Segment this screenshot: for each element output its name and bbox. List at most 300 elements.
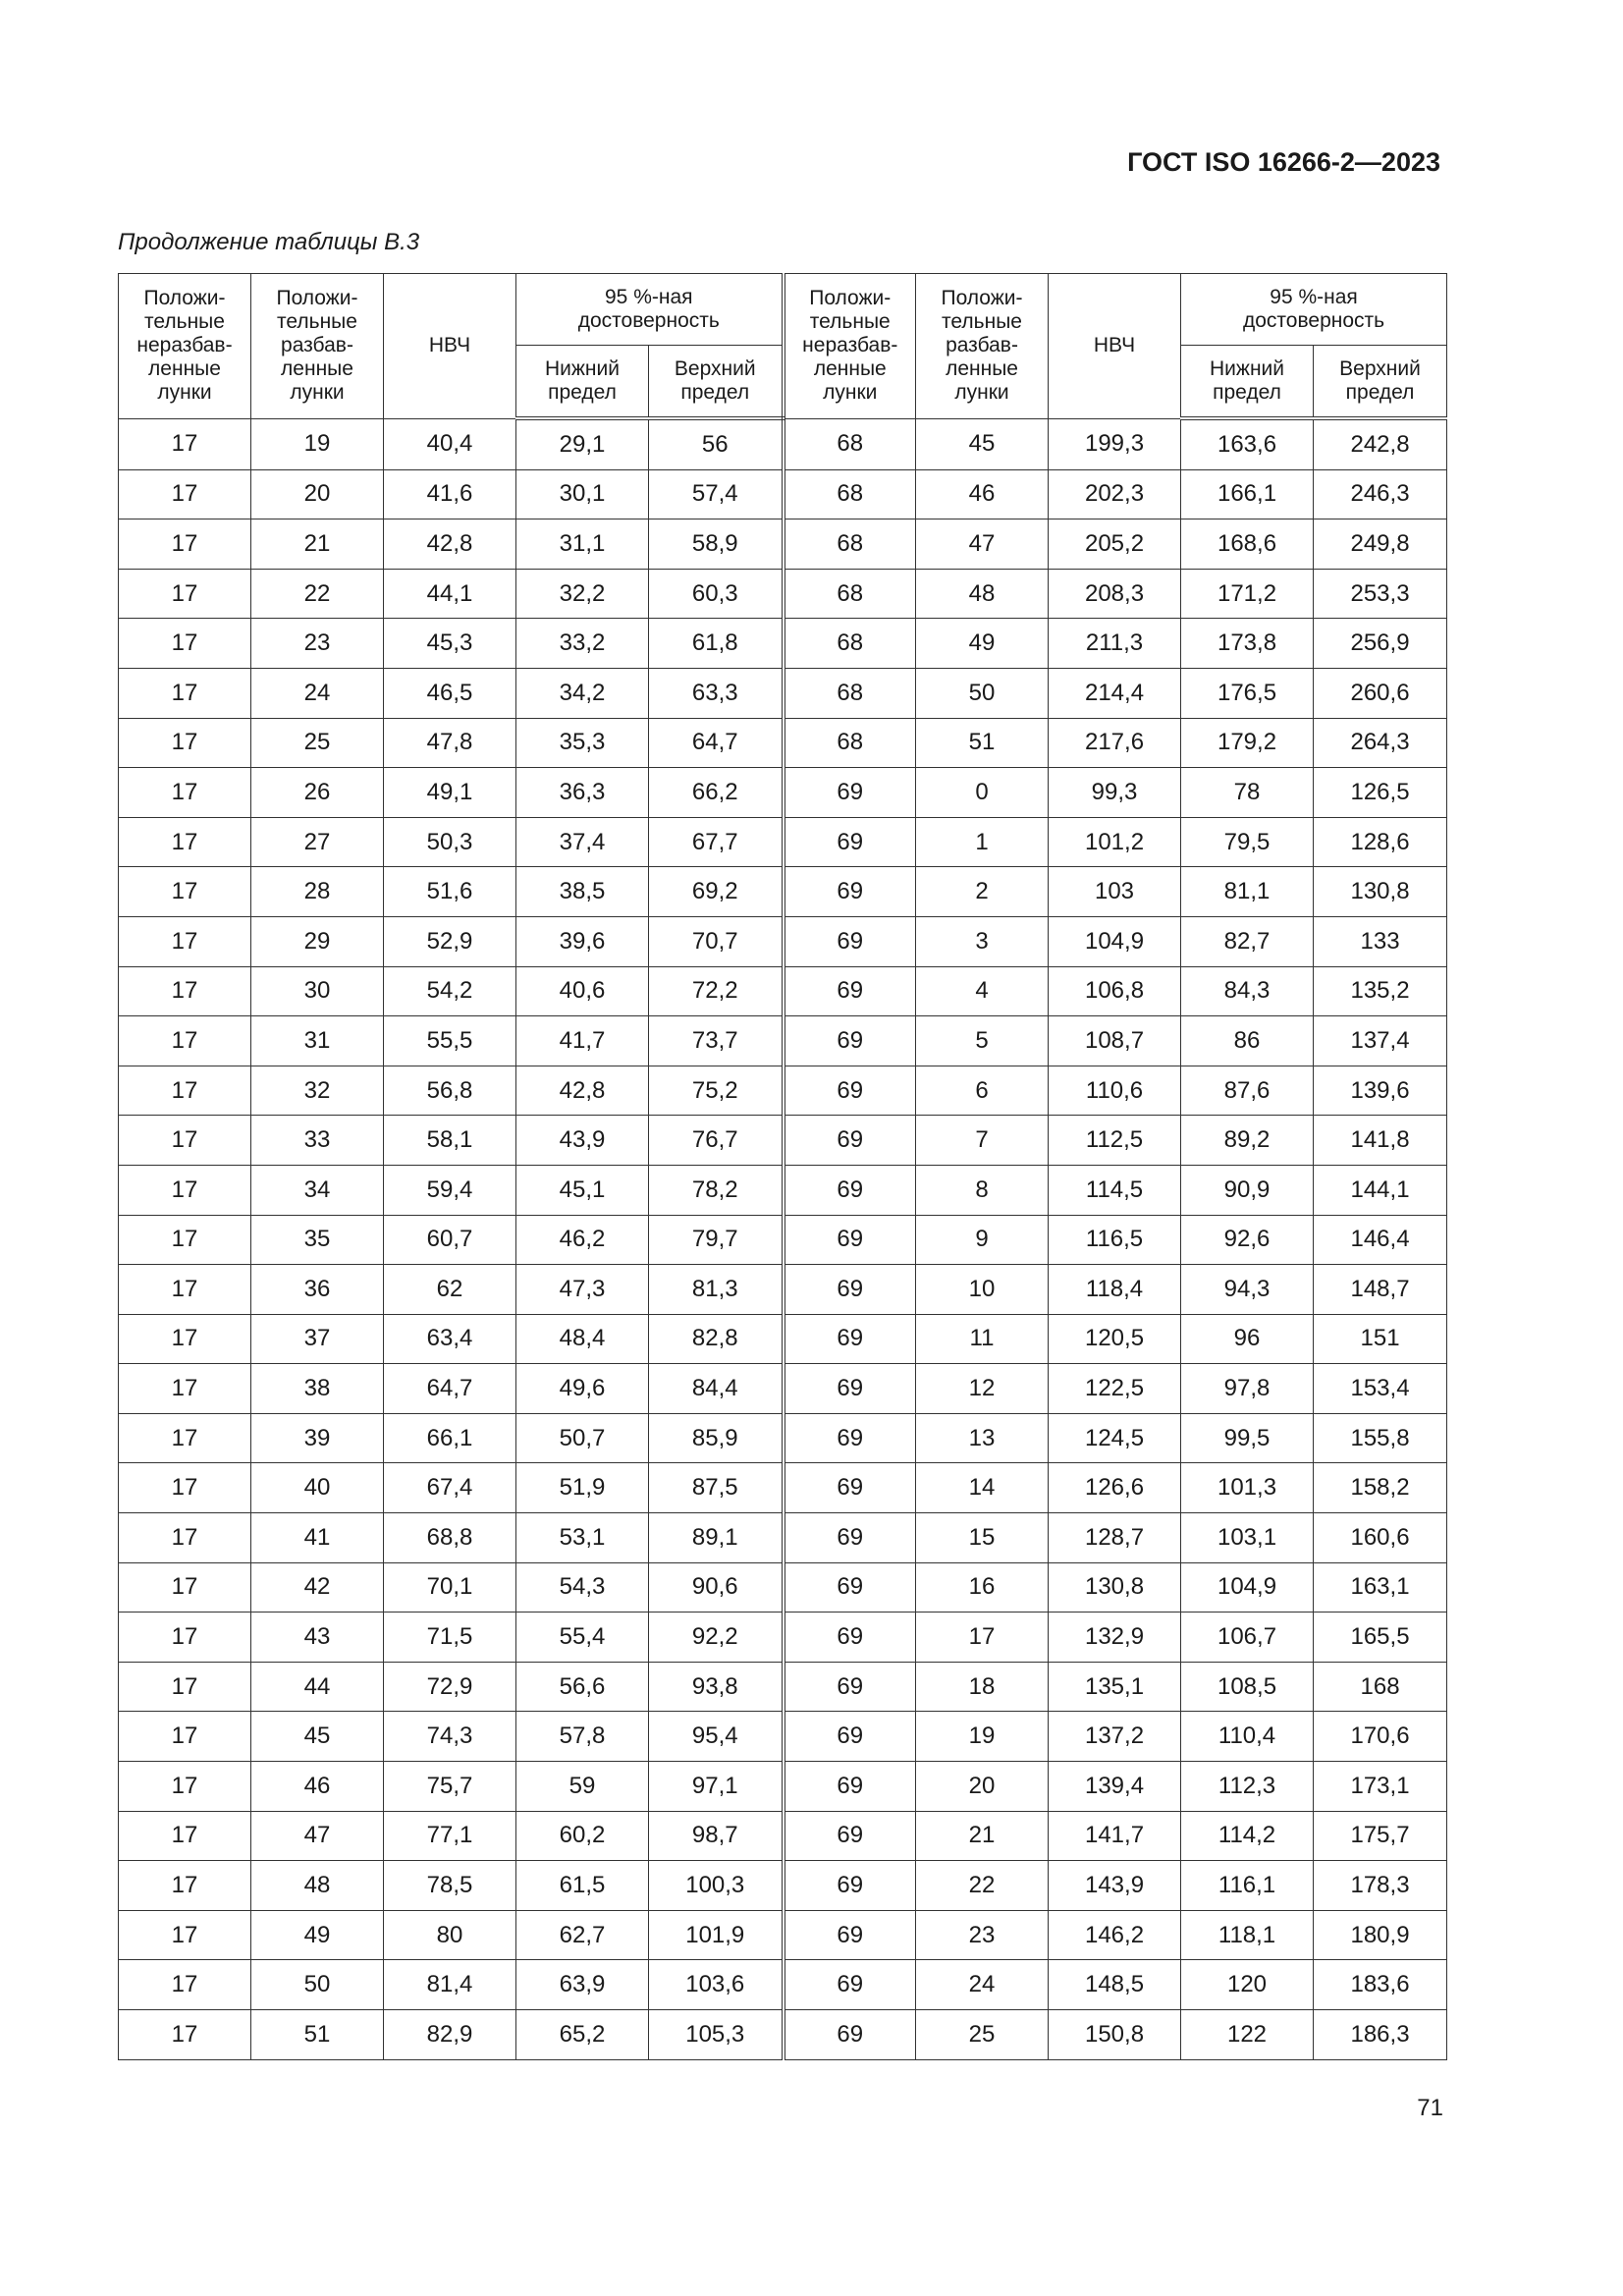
table-cell: 73,7 bbox=[649, 1016, 784, 1066]
table-cell: 95,4 bbox=[649, 1712, 784, 1762]
table-row bbox=[119, 1562, 1447, 1613]
table-cell: 0 bbox=[916, 768, 1049, 818]
table-cell: 71,5 bbox=[384, 1613, 516, 1663]
table-row bbox=[119, 569, 1447, 619]
table-cell: 19 bbox=[251, 418, 384, 469]
table-cell: 31,1 bbox=[516, 519, 649, 570]
table-cell: 217,6 bbox=[1049, 718, 1181, 768]
table-cell: 96 bbox=[1181, 1314, 1314, 1364]
table-cell: 116,5 bbox=[1049, 1215, 1181, 1265]
table-cell: 68 bbox=[784, 469, 916, 519]
table-cell: 130,8 bbox=[1049, 1562, 1181, 1613]
table-cell: 199,3 bbox=[1049, 418, 1181, 469]
table-cell: 186,3 bbox=[1314, 2010, 1447, 2060]
table-cell: 141,7 bbox=[1049, 1811, 1181, 1861]
table-row bbox=[119, 2010, 1447, 2060]
table-cell: 144,1 bbox=[1314, 1165, 1447, 1215]
table-cell: 76,7 bbox=[649, 1116, 784, 1166]
table-cell: 69 bbox=[784, 1314, 916, 1364]
table-cell: 168 bbox=[1314, 1662, 1447, 1712]
table-cell: 68 bbox=[784, 718, 916, 768]
table-cell: 171,2 bbox=[1181, 569, 1314, 619]
table-cell: 23 bbox=[916, 1910, 1049, 1960]
table-cell: 17 bbox=[119, 1811, 251, 1861]
table-cell: 7 bbox=[916, 1116, 1049, 1166]
table-cell: 158,2 bbox=[1314, 1463, 1447, 1513]
table-cell: 41,6 bbox=[384, 469, 516, 519]
table-cell: 17 bbox=[119, 768, 251, 818]
table-cell: 24 bbox=[251, 668, 384, 718]
table-row bbox=[119, 1215, 1447, 1265]
table-cell: 49 bbox=[251, 1910, 384, 1960]
table-cell: 92,6 bbox=[1181, 1215, 1314, 1265]
table-cell: 69 bbox=[784, 1165, 916, 1215]
table-cell: 81,4 bbox=[384, 1960, 516, 2010]
table-cell: 99,5 bbox=[1181, 1413, 1314, 1463]
table-row bbox=[119, 1265, 1447, 1315]
table-cell: 87,6 bbox=[1181, 1066, 1314, 1116]
table-cell: 68 bbox=[784, 519, 916, 570]
table-cell: 58,9 bbox=[649, 519, 784, 570]
table-cell: 166,1 bbox=[1181, 469, 1314, 519]
table-row bbox=[119, 1016, 1447, 1066]
table-cell: 173,1 bbox=[1314, 1762, 1447, 1812]
table-cell: 108,7 bbox=[1049, 1016, 1181, 1066]
header-positive-undiluted-right: Положи- тельные неразбав- ленные лунки bbox=[784, 274, 916, 419]
table-cell: 33,2 bbox=[516, 619, 649, 669]
table-cell: 12 bbox=[916, 1364, 1049, 1414]
table-cell: 17 bbox=[119, 519, 251, 570]
table-cell: 66,1 bbox=[384, 1413, 516, 1463]
table-cell: 17 bbox=[119, 569, 251, 619]
table-cell: 40 bbox=[251, 1463, 384, 1513]
table-cell: 82,9 bbox=[384, 2010, 516, 2060]
table-cell: 126,5 bbox=[1314, 768, 1447, 818]
table-cell: 30 bbox=[251, 966, 384, 1016]
table-cell: 260,6 bbox=[1314, 668, 1447, 718]
table-row bbox=[119, 1116, 1447, 1166]
table-cell: 79,5 bbox=[1181, 817, 1314, 867]
table-cell: 60,7 bbox=[384, 1215, 516, 1265]
table-cell: 13 bbox=[916, 1413, 1049, 1463]
table-cell: 69 bbox=[784, 1811, 916, 1861]
header-upper-left: Верхний предел bbox=[649, 346, 784, 419]
table-cell: 112,3 bbox=[1181, 1762, 1314, 1812]
table-cell: 4 bbox=[916, 966, 1049, 1016]
table-cell: 135,2 bbox=[1314, 966, 1447, 1016]
table-cell: 130,8 bbox=[1314, 867, 1447, 917]
table-cell: 47,8 bbox=[384, 718, 516, 768]
table-cell: 67,7 bbox=[649, 817, 784, 867]
table-cell: 59,4 bbox=[384, 1165, 516, 1215]
table-cell: 33 bbox=[251, 1116, 384, 1166]
table-cell: 82,7 bbox=[1181, 916, 1314, 966]
header-lower-right: Нижний предел bbox=[1181, 346, 1314, 419]
table-cell: 39 bbox=[251, 1413, 384, 1463]
table-row bbox=[119, 1513, 1447, 1563]
table-cell: 118,1 bbox=[1181, 1910, 1314, 1960]
table-cell: 78 bbox=[1181, 768, 1314, 818]
table-row bbox=[119, 1662, 1447, 1712]
table-cell: 3 bbox=[916, 916, 1049, 966]
table-cell: 17 bbox=[119, 1314, 251, 1364]
table-row bbox=[119, 1066, 1447, 1116]
table-row bbox=[119, 768, 1447, 818]
table-cell: 69 bbox=[784, 1265, 916, 1315]
table-cell: 47 bbox=[251, 1811, 384, 1861]
table-cell: 205,2 bbox=[1049, 519, 1181, 570]
header-positive-undiluted-left: Положи- тельные неразбав- ленные лунки bbox=[119, 274, 251, 419]
table-cell: 17 bbox=[119, 1265, 251, 1315]
table-cell: 40,4 bbox=[384, 418, 516, 469]
table-cell: 49,6 bbox=[516, 1364, 649, 1414]
table-cell: 139,4 bbox=[1049, 1762, 1181, 1812]
table-cell: 46,2 bbox=[516, 1215, 649, 1265]
table-cell: 17 bbox=[119, 1910, 251, 1960]
table-cell: 69 bbox=[784, 1562, 916, 1613]
table-cell: 22 bbox=[251, 569, 384, 619]
table-cell: 116,1 bbox=[1181, 1861, 1314, 1911]
table-cell: 17 bbox=[119, 1562, 251, 1613]
table-cell: 17 bbox=[119, 469, 251, 519]
table-row bbox=[119, 867, 1447, 917]
table-cell: 19 bbox=[916, 1712, 1049, 1762]
table-cell: 17 bbox=[119, 1513, 251, 1563]
table-cell: 94,3 bbox=[1181, 1265, 1314, 1315]
table-cell: 75,7 bbox=[384, 1762, 516, 1812]
table-cell: 51,6 bbox=[384, 867, 516, 917]
table-cell: 61,5 bbox=[516, 1861, 649, 1911]
table-row bbox=[119, 1762, 1447, 1812]
table-cell: 249,8 bbox=[1314, 519, 1447, 570]
table-cell: 89,1 bbox=[649, 1513, 784, 1563]
table-cell: 87,5 bbox=[649, 1463, 784, 1513]
table-row bbox=[119, 817, 1447, 867]
table-cell: 40,6 bbox=[516, 966, 649, 1016]
table-cell: 29 bbox=[251, 916, 384, 966]
table-cell: 84,3 bbox=[1181, 966, 1314, 1016]
table-cell: 98,7 bbox=[649, 1811, 784, 1861]
table-cell: 17 bbox=[119, 1463, 251, 1513]
table-cell: 64,7 bbox=[384, 1364, 516, 1414]
table-cell: 106,7 bbox=[1181, 1613, 1314, 1663]
table-cell: 17 bbox=[119, 1116, 251, 1166]
table-cell: 211,3 bbox=[1049, 619, 1181, 669]
table-cell: 77,1 bbox=[384, 1811, 516, 1861]
table-cell: 104,9 bbox=[1049, 916, 1181, 966]
table-cell: 15 bbox=[916, 1513, 1049, 1563]
table-cell: 108,5 bbox=[1181, 1662, 1314, 1712]
table-cell: 160,6 bbox=[1314, 1513, 1447, 1563]
table-cell: 69 bbox=[784, 1762, 916, 1812]
table-cell: 148,7 bbox=[1314, 1265, 1447, 1315]
table-row bbox=[119, 668, 1447, 718]
table-cell: 168,6 bbox=[1181, 519, 1314, 570]
table-cell: 143,9 bbox=[1049, 1861, 1181, 1911]
table-cell: 86 bbox=[1181, 1016, 1314, 1066]
table-cell: 67,4 bbox=[384, 1463, 516, 1513]
table-cell: 69 bbox=[784, 1066, 916, 1116]
header-upper-right: Верхний предел bbox=[1314, 346, 1447, 419]
table-cell: 126,6 bbox=[1049, 1463, 1181, 1513]
table-cell: 17 bbox=[119, 1861, 251, 1911]
table-cell: 103,6 bbox=[649, 1960, 784, 2010]
table-row bbox=[119, 1314, 1447, 1364]
table-cell: 1 bbox=[916, 817, 1049, 867]
table-cell: 28 bbox=[251, 867, 384, 917]
table-cell: 52,9 bbox=[384, 916, 516, 966]
table-cell: 56,6 bbox=[516, 1662, 649, 1712]
table-cell: 69 bbox=[784, 1215, 916, 1265]
header-positive-diluted-right: Положи- тельные разбав- ленные лунки bbox=[916, 274, 1049, 419]
table-cell: 64,7 bbox=[649, 718, 784, 768]
table-cell: 70,1 bbox=[384, 1562, 516, 1613]
table-cell: 10 bbox=[916, 1265, 1049, 1315]
table-cell: 17 bbox=[119, 817, 251, 867]
table-cell: 151 bbox=[1314, 1314, 1447, 1364]
table-cell: 178,3 bbox=[1314, 1861, 1447, 1911]
table-cell: 51 bbox=[916, 718, 1049, 768]
table-cell: 30,1 bbox=[516, 469, 649, 519]
table-cell: 163,1 bbox=[1314, 1562, 1447, 1613]
table-cell: 179,2 bbox=[1181, 718, 1314, 768]
table-cell: 79,7 bbox=[649, 1215, 784, 1265]
table-cell: 17 bbox=[119, 867, 251, 917]
table-cell: 68 bbox=[784, 418, 916, 469]
table-cell: 78,2 bbox=[649, 1165, 784, 1215]
table-cell: 60,3 bbox=[649, 569, 784, 619]
table-cell: 60,2 bbox=[516, 1811, 649, 1861]
table-cell: 264,3 bbox=[1314, 718, 1447, 768]
table-cell: 110,6 bbox=[1049, 1066, 1181, 1116]
table-cell: 163,6 bbox=[1181, 418, 1314, 469]
table-cell: 120 bbox=[1181, 1960, 1314, 2010]
table-cell: 34,2 bbox=[516, 668, 649, 718]
table-cell: 48,4 bbox=[516, 1314, 649, 1364]
table-cell: 69 bbox=[784, 1960, 916, 2010]
table-cell: 37,4 bbox=[516, 817, 649, 867]
table-cell: 17 bbox=[119, 1066, 251, 1116]
table-cell: 89,2 bbox=[1181, 1116, 1314, 1166]
header-mpn-left: НВЧ bbox=[384, 274, 516, 419]
table-cell: 47 bbox=[916, 519, 1049, 570]
table-cell: 25 bbox=[916, 2010, 1049, 2060]
data-table bbox=[118, 273, 1447, 2060]
table-row bbox=[119, 1910, 1447, 1960]
table-cell: 17 bbox=[119, 1165, 251, 1215]
table-cell: 46 bbox=[916, 469, 1049, 519]
table-cell: 17 bbox=[119, 1364, 251, 1414]
table-cell: 17 bbox=[119, 1413, 251, 1463]
table-cell: 97,8 bbox=[1181, 1364, 1314, 1414]
table-cell: 112,5 bbox=[1049, 1116, 1181, 1166]
table-cell: 92,2 bbox=[649, 1613, 784, 1663]
table-cell: 99,3 bbox=[1049, 768, 1181, 818]
table-cell: 62,7 bbox=[516, 1910, 649, 1960]
table-cell: 5 bbox=[916, 1016, 1049, 1066]
table-cell: 51,9 bbox=[516, 1463, 649, 1513]
table-cell: 256,9 bbox=[1314, 619, 1447, 669]
table-cell: 155,8 bbox=[1314, 1413, 1447, 1463]
table-cell: 69 bbox=[784, 1413, 916, 1463]
table-cell: 104,9 bbox=[1181, 1562, 1314, 1613]
table-cell: 128,7 bbox=[1049, 1513, 1181, 1563]
table-cell: 69 bbox=[784, 817, 916, 867]
table-cell: 69 bbox=[784, 2010, 916, 2060]
table-cell: 103,1 bbox=[1181, 1513, 1314, 1563]
table-cell: 17 bbox=[119, 1613, 251, 1663]
table-cell: 183,6 bbox=[1314, 1960, 1447, 2010]
table-cell: 18 bbox=[916, 1662, 1049, 1712]
table-cell: 208,3 bbox=[1049, 569, 1181, 619]
table-cell: 31 bbox=[251, 1016, 384, 1066]
table-cell: 42,8 bbox=[516, 1066, 649, 1116]
table-cell: 38,5 bbox=[516, 867, 649, 917]
table-cell: 21 bbox=[251, 519, 384, 570]
table-cell: 128,6 bbox=[1314, 817, 1447, 867]
table-cell: 74,3 bbox=[384, 1712, 516, 1762]
table-row bbox=[119, 718, 1447, 768]
table-row bbox=[119, 469, 1447, 519]
table-cell: 141,8 bbox=[1314, 1116, 1447, 1166]
table-cell: 27 bbox=[251, 817, 384, 867]
table-cell: 11 bbox=[916, 1314, 1049, 1364]
table-cell: 78,5 bbox=[384, 1861, 516, 1911]
table-cell: 69 bbox=[784, 1662, 916, 1712]
table-cell: 101,2 bbox=[1049, 817, 1181, 867]
table-cell: 72,9 bbox=[384, 1662, 516, 1712]
table-cell: 48 bbox=[251, 1861, 384, 1911]
table-cell: 114,5 bbox=[1049, 1165, 1181, 1215]
table-cell: 170,6 bbox=[1314, 1712, 1447, 1762]
header-lower-left: Нижний предел bbox=[516, 346, 649, 419]
table-cell: 29,1 bbox=[516, 418, 649, 469]
table-cell: 57,8 bbox=[516, 1712, 649, 1762]
table-cell: 81,1 bbox=[1181, 867, 1314, 917]
table-cell: 50,7 bbox=[516, 1413, 649, 1463]
table-cell: 17 bbox=[916, 1613, 1049, 1663]
table-cell: 101,3 bbox=[1181, 1463, 1314, 1513]
table-cell: 47,3 bbox=[516, 1265, 649, 1315]
table-cell: 110,4 bbox=[1181, 1712, 1314, 1762]
table-cell: 106,8 bbox=[1049, 966, 1181, 1016]
table-cell: 35,3 bbox=[516, 718, 649, 768]
table-cell: 176,5 bbox=[1181, 668, 1314, 718]
table-cell: 43,9 bbox=[516, 1116, 649, 1166]
table-cell: 48 bbox=[916, 569, 1049, 619]
table-cell: 17 bbox=[119, 619, 251, 669]
table-cell: 42 bbox=[251, 1562, 384, 1613]
table-cell: 17 bbox=[119, 1762, 251, 1812]
table-cell: 63,4 bbox=[384, 1314, 516, 1364]
table-cell: 36,3 bbox=[516, 768, 649, 818]
table-cell: 150,8 bbox=[1049, 2010, 1181, 2060]
table-body bbox=[119, 418, 1447, 2059]
table-cell: 72,2 bbox=[649, 966, 784, 1016]
table-cell: 103 bbox=[1049, 867, 1181, 917]
table-cell: 55,5 bbox=[384, 1016, 516, 1066]
table-cell: 63,9 bbox=[516, 1960, 649, 2010]
table-cell: 20 bbox=[916, 1762, 1049, 1812]
table-cell: 165,5 bbox=[1314, 1613, 1447, 1663]
table-cell: 139,6 bbox=[1314, 1066, 1447, 1116]
table-cell: 32,2 bbox=[516, 569, 649, 619]
table-row bbox=[119, 418, 1447, 469]
table-cell: 68,8 bbox=[384, 1513, 516, 1563]
table-cell: 69 bbox=[784, 966, 916, 1016]
table-cell: 57,4 bbox=[649, 469, 784, 519]
table-cell: 41 bbox=[251, 1513, 384, 1563]
table-row bbox=[119, 1960, 1447, 2010]
table-cell: 69 bbox=[784, 916, 916, 966]
table-cell: 137,2 bbox=[1049, 1712, 1181, 1762]
table-cell: 61,8 bbox=[649, 619, 784, 669]
table-cell: 53,1 bbox=[516, 1513, 649, 1563]
table-cell: 137,4 bbox=[1314, 1016, 1447, 1066]
header-confidence-left: 95 %-ная достоверность bbox=[516, 274, 784, 346]
table-cell: 120,5 bbox=[1049, 1314, 1181, 1364]
table-cell: 54,2 bbox=[384, 966, 516, 1016]
table-cell: 46,5 bbox=[384, 668, 516, 718]
table-cell: 36 bbox=[251, 1265, 384, 1315]
table-cell: 69 bbox=[784, 1861, 916, 1911]
table-cell: 14 bbox=[916, 1463, 1049, 1513]
table-cell: 75,2 bbox=[649, 1066, 784, 1116]
table-cell: 44 bbox=[251, 1662, 384, 1712]
table-cell: 69 bbox=[784, 867, 916, 917]
table-cell: 49 bbox=[916, 619, 1049, 669]
table-cell: 45 bbox=[916, 418, 1049, 469]
table-cell: 49,1 bbox=[384, 768, 516, 818]
table-cell: 45 bbox=[251, 1712, 384, 1762]
table-cell: 175,7 bbox=[1314, 1811, 1447, 1861]
table-cell: 17 bbox=[119, 418, 251, 469]
table-cell: 17 bbox=[119, 1662, 251, 1712]
table-cell: 17 bbox=[119, 668, 251, 718]
table-cell: 246,3 bbox=[1314, 469, 1447, 519]
table-cell: 69 bbox=[784, 1364, 916, 1414]
table-cell: 20 bbox=[251, 469, 384, 519]
table-cell: 37 bbox=[251, 1314, 384, 1364]
table-cell: 132,9 bbox=[1049, 1613, 1181, 1663]
table-cell: 43 bbox=[251, 1613, 384, 1663]
table-row bbox=[119, 519, 1447, 570]
table-cell: 122,5 bbox=[1049, 1364, 1181, 1414]
table-cell: 41,7 bbox=[516, 1016, 649, 1066]
table-cell: 17 bbox=[119, 916, 251, 966]
table-cell: 59 bbox=[516, 1762, 649, 1812]
table-cell: 68 bbox=[784, 619, 916, 669]
table-cell: 69 bbox=[784, 1116, 916, 1166]
table-cell: 56 bbox=[649, 418, 784, 469]
table-cell: 44,1 bbox=[384, 569, 516, 619]
table-cell: 81,3 bbox=[649, 1265, 784, 1315]
table-cell: 90,9 bbox=[1181, 1165, 1314, 1215]
page-number: 71 bbox=[1417, 2095, 1443, 2121]
table-cell: 62 bbox=[384, 1265, 516, 1315]
table-cell: 180,9 bbox=[1314, 1910, 1447, 1960]
table-cell: 105,3 bbox=[649, 2010, 784, 2060]
table-row bbox=[119, 966, 1447, 1016]
table-cell: 214,4 bbox=[1049, 668, 1181, 718]
table-cell: 58,1 bbox=[384, 1116, 516, 1166]
table-row bbox=[119, 1165, 1447, 1215]
header-confidence-right: 95 %-ная достоверность bbox=[1181, 274, 1447, 346]
table-cell: 173,8 bbox=[1181, 619, 1314, 669]
table-cell: 68 bbox=[784, 569, 916, 619]
table-cell: 133 bbox=[1314, 916, 1447, 966]
table-cell: 101,9 bbox=[649, 1910, 784, 1960]
